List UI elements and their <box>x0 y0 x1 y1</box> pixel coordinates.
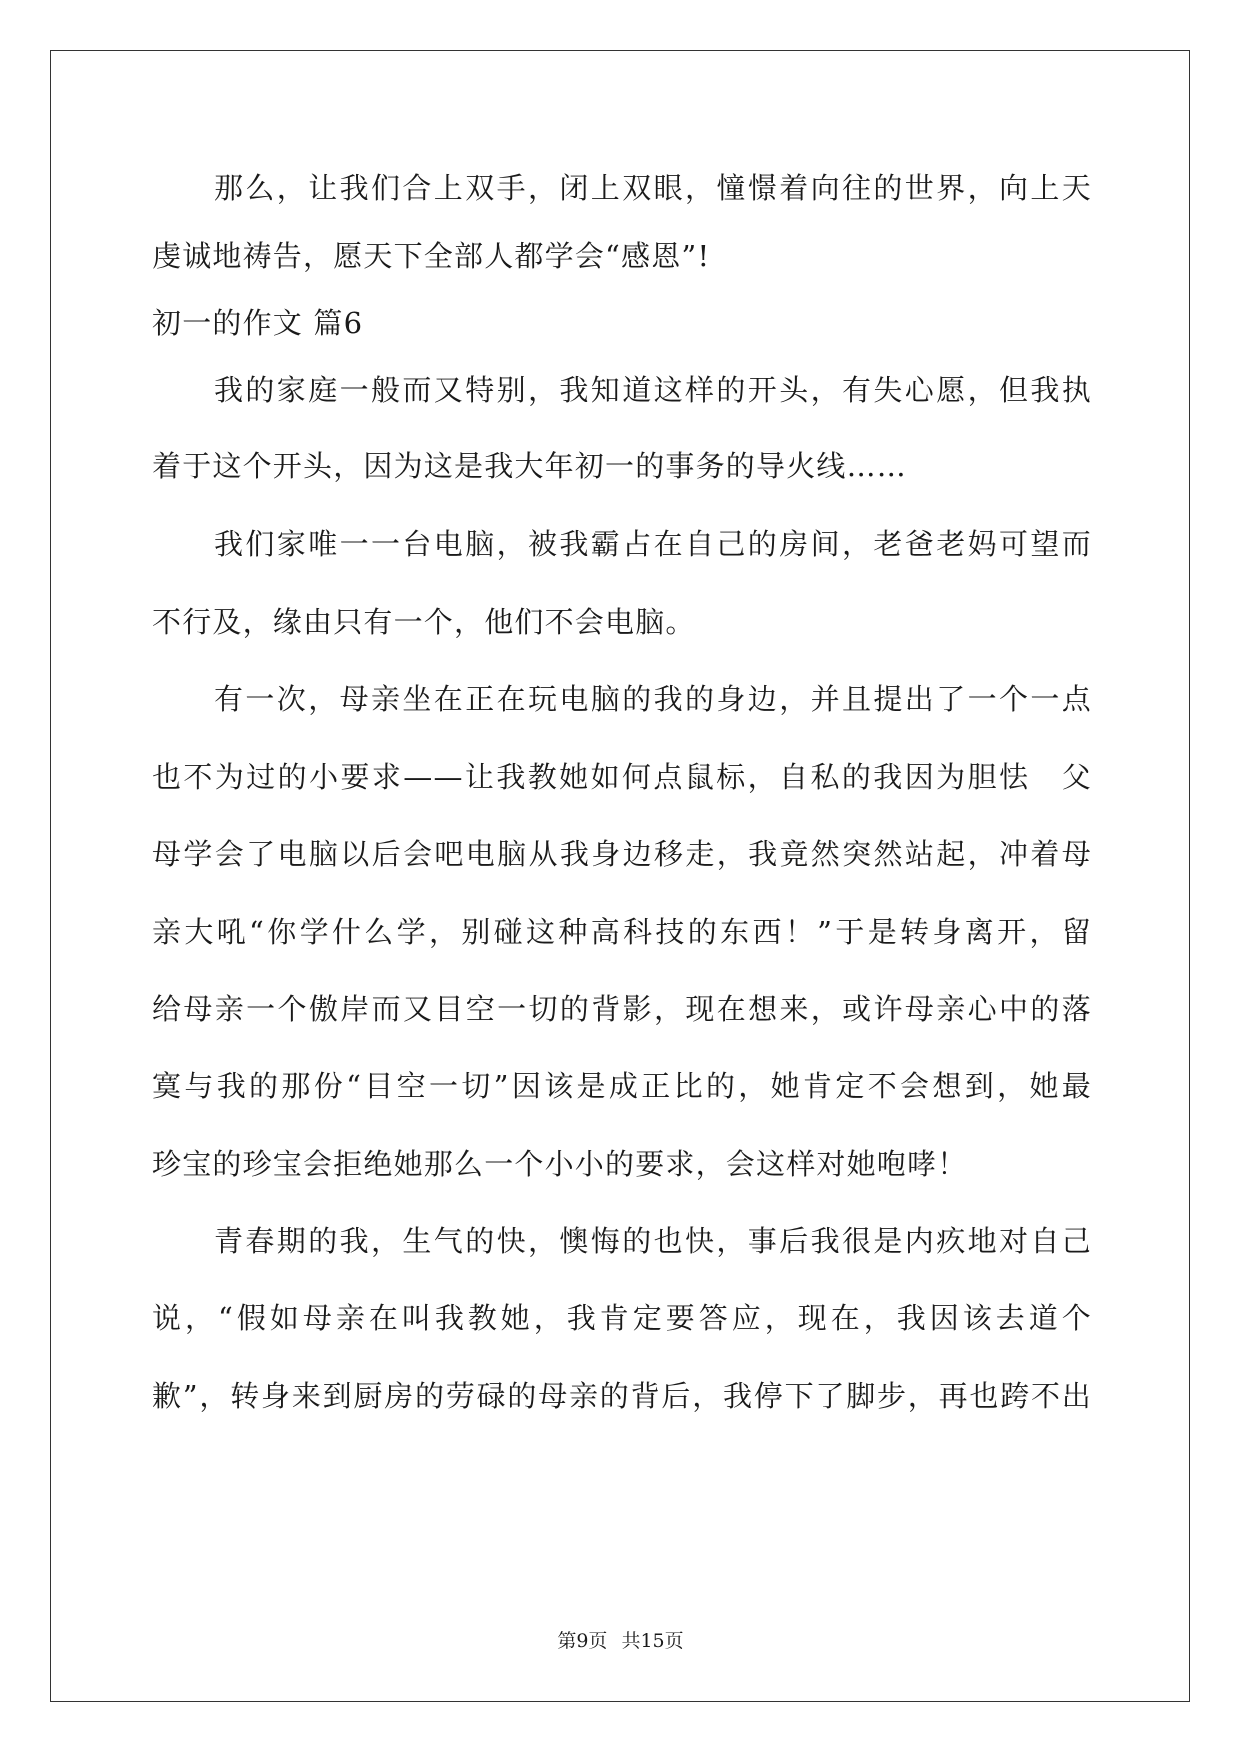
text-line: 有一次，母亲坐在正在玩电脑的我的身边，并且提出了一个一点 <box>214 682 1092 716</box>
text-line: 亲大吼“你学什么学，别碰这种高科技的东西！”于是转身离开，留 <box>152 915 1092 949</box>
text-line: 给母亲一个傲岸而又目空一切的背影，现在想来，或许母亲心中的落 <box>152 992 1092 1026</box>
text-line: 寞与我的那份“目空一切”因该是成正比的，她肯定不会想到，她最 <box>152 1069 1092 1103</box>
page-footer <box>0 1629 1241 1653</box>
page-total: 共15页 <box>621 1630 684 1652</box>
text-line: 虔诚地祷告，愿天下全部人都学会“感恩”! <box>152 239 711 273</box>
text-line: 青春期的我，生气的快，懊悔的也快，事后我很是内疚地对自己 <box>214 1224 1092 1258</box>
text-line: 也不为过的小要求——让我教她如何点鼠标，自私的我因为胆怯 父 <box>152 760 1092 794</box>
page-number: 第9页 <box>557 1630 608 1652</box>
text-line: 我们家唯一一台电脑，被我霸占在自己的房间，老爸老妈可望而 <box>214 527 1092 561</box>
text-line: 歉”，转身来到厨房的劳碌的母亲的背后，我停下了脚步，再也跨不出 <box>152 1379 1092 1413</box>
text-line: 母学会了电脑以后会吧电脑从我身边移走，我竟然突然站起，冲着母 <box>152 837 1092 871</box>
text-line: 珍宝的珍宝会拒绝她那么一个小小的要求，会这样对她咆哮！ <box>152 1147 968 1181</box>
section-heading: 初一的作文 篇6 <box>152 306 364 340</box>
page-border <box>50 50 1190 1702</box>
text-line: 着于这个开头，因为这是我大年初一的事务的导火线…… <box>152 449 908 483</box>
text-line: 我的家庭一般而又特别，我知道这样的开头，有失心愿，但我执 <box>214 373 1092 407</box>
text-line: 那么，让我们合上双手，闭上双眼，憧憬着向往的世界，向上天 <box>214 171 1092 205</box>
text-line: 说，“假如母亲在叫我教她，我肯定要答应，现在，我因该去道个 <box>152 1301 1092 1335</box>
text-line: 不行及，缘由只有一个，他们不会电脑。 <box>152 605 696 639</box>
